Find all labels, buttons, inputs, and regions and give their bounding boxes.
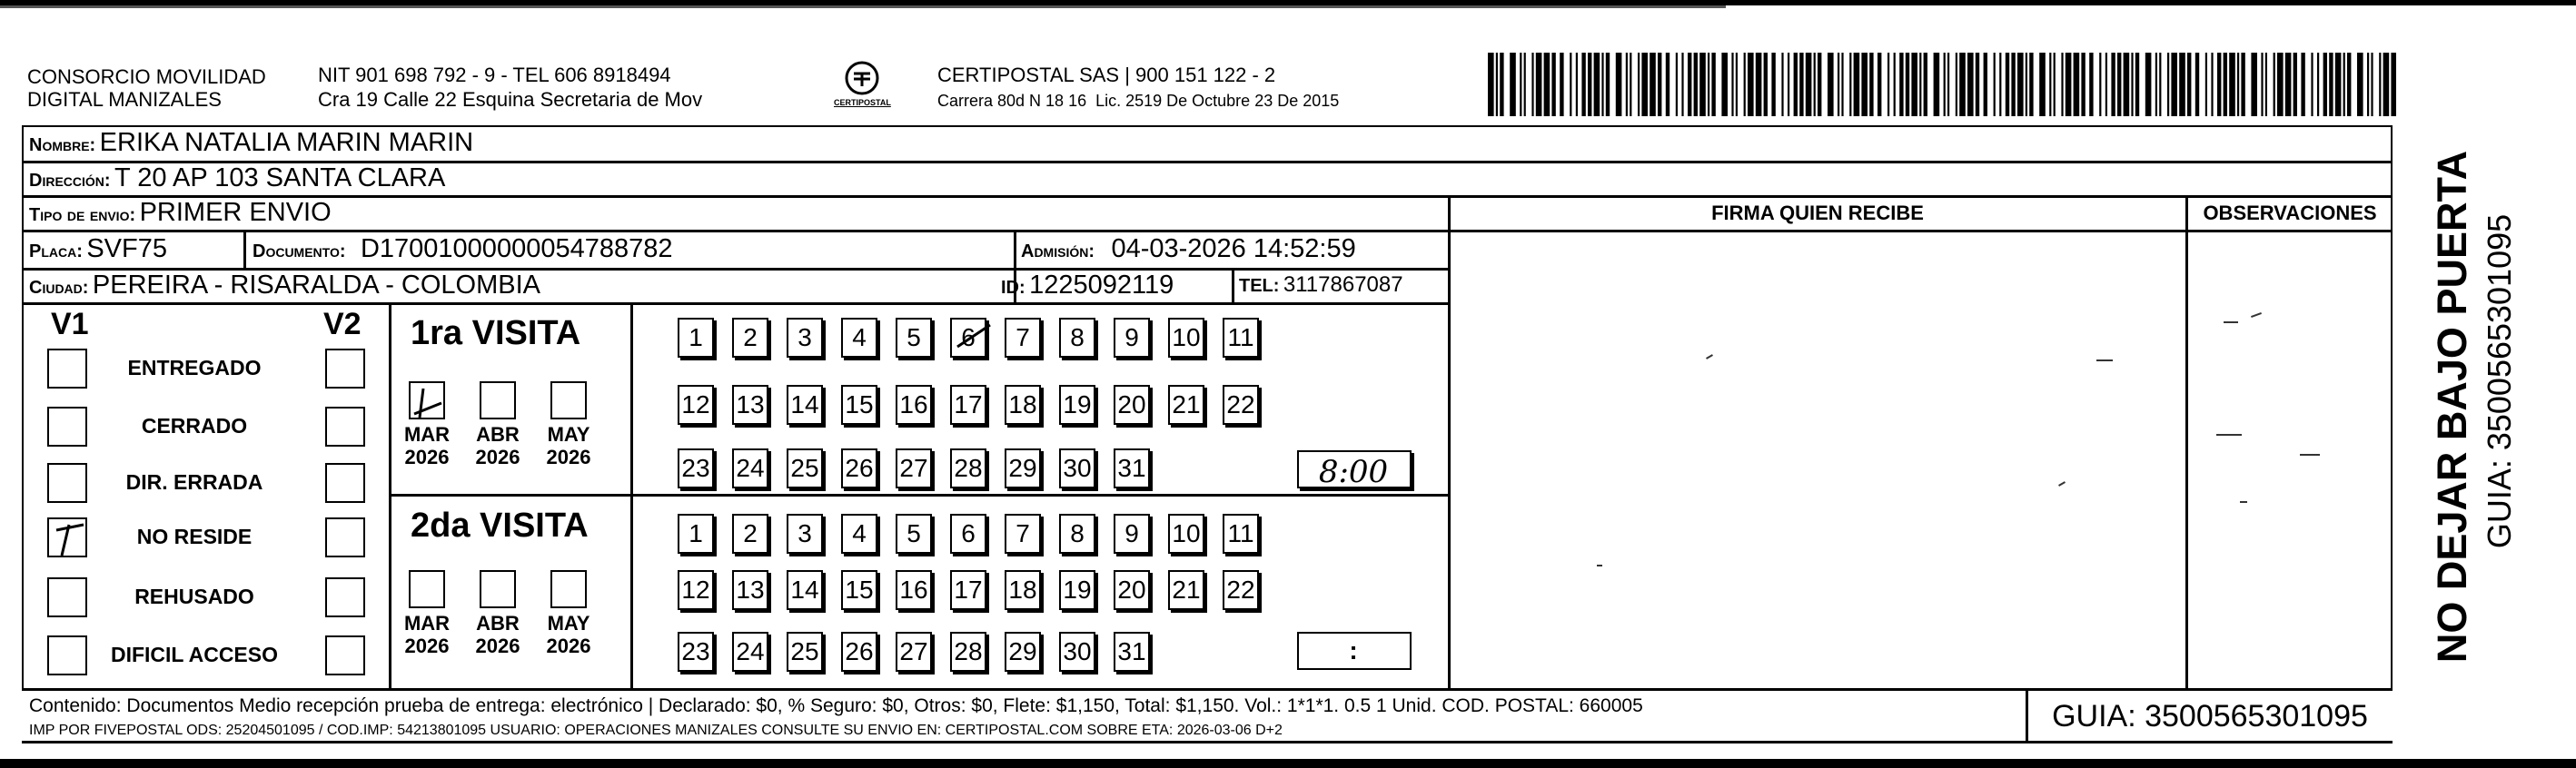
barcode-bar xyxy=(2011,53,2015,116)
visit1-day-26[interactable]: 26 xyxy=(841,448,877,488)
barcode-bar xyxy=(1906,53,1909,116)
visit1-day-13[interactable]: 13 xyxy=(732,385,768,425)
barcode-bar xyxy=(1756,53,1762,116)
barcode-bar xyxy=(1551,53,1555,116)
barcode-bar xyxy=(1967,53,1974,116)
bottom-scan-edge xyxy=(0,759,2576,768)
visit2-day-17[interactable]: 17 xyxy=(950,570,986,610)
visit1-day-19[interactable]: 19 xyxy=(1059,385,1095,425)
barcode-bar xyxy=(2329,53,2333,116)
side-guia-number: GUIA: 3500565301095 xyxy=(2481,213,2518,549)
visit1-month-label xyxy=(540,423,598,468)
visit2-time-value: : xyxy=(1349,636,1358,665)
status-label: REHUSADO xyxy=(134,585,254,608)
id-cell xyxy=(1001,270,1174,305)
visit2-day-21[interactable]: 21 xyxy=(1168,570,1204,610)
v2-checkbox[interactable] xyxy=(325,517,365,557)
direccion-row xyxy=(29,162,445,198)
barcode-bar xyxy=(2383,53,2390,116)
barcode-bar xyxy=(1496,53,1498,116)
visit2-day-16[interactable]: 16 xyxy=(896,570,932,610)
barcode-bar xyxy=(2357,53,2363,116)
barcode-bar xyxy=(1806,53,1812,116)
month-name: MAR xyxy=(403,423,451,446)
visit1-day-9[interactable]: 9 xyxy=(1114,318,1150,358)
barcode-bar xyxy=(1781,53,1783,116)
tipo-envio-label: Tipo de envio: xyxy=(29,205,136,225)
barcode-bar xyxy=(2159,53,2161,116)
barcode-bar xyxy=(1650,53,1656,116)
barcode-bar xyxy=(1488,53,1494,116)
id-label: ID: xyxy=(1001,278,1025,298)
barcode-bar xyxy=(2061,53,2063,116)
barcode-bar xyxy=(1748,53,1754,116)
visit2-day-19[interactable]: 19 xyxy=(1059,570,1095,610)
status-label: NO RESIDE xyxy=(136,525,253,548)
barcode-bar xyxy=(1658,53,1661,116)
scan-speck xyxy=(2224,321,2238,323)
month-name: ABR xyxy=(476,612,520,635)
barcode-bar xyxy=(2301,53,2304,116)
barcode-bar xyxy=(1818,53,1821,116)
barcode-bar xyxy=(2343,53,2345,116)
v2-checkbox[interactable] xyxy=(325,463,365,503)
visit2-day-25[interactable]: 25 xyxy=(787,632,823,672)
footer-imp: IMP POR FIVEPOSTAL ODS: 25204501095 / COD.IMP: 54213801095 USUARIO: OPERACIONES MANIZALES CONSULTE SU ENVIO EN: CERTIPOSTAL.COM SOBRE ETA: 2026-03-06 D+2 xyxy=(29,723,1283,738)
visit2-day-11[interactable]: 11 xyxy=(1223,514,1259,554)
visit1-day-22[interactable]: 22 xyxy=(1223,385,1259,425)
visit1-day-27[interactable]: 27 xyxy=(896,448,932,488)
barcode-bar xyxy=(1544,53,1551,116)
col-divider-placa xyxy=(243,230,246,268)
visit2-day-31[interactable]: 31 xyxy=(1114,632,1150,672)
barcode-bar xyxy=(1626,53,1628,116)
visit1-day-3[interactable]: 3 xyxy=(787,318,823,358)
barcode-bar xyxy=(1849,53,1851,116)
barcode-bar xyxy=(2261,53,2263,116)
visit2-month-checkbox[interactable] xyxy=(550,570,587,608)
barcode-bar xyxy=(1711,53,1715,116)
barcode-bar xyxy=(1899,53,1903,116)
visit2-day-10[interactable]: 10 xyxy=(1168,514,1204,554)
barcode-bar xyxy=(1560,53,1563,116)
barcode-bar xyxy=(1744,53,1746,116)
barcode-bar xyxy=(1828,53,1834,116)
barcode-bar xyxy=(2294,53,2297,116)
company-name-line1: CONSORCIO MOVILIDAD xyxy=(27,65,266,88)
month-year: 2026 xyxy=(546,635,591,657)
visit1-day-8[interactable]: 8 xyxy=(1059,318,1095,358)
visit2-day-13[interactable]: 13 xyxy=(732,570,768,610)
admision-label: Admisión: xyxy=(1021,241,1095,261)
tel-cell xyxy=(1239,270,1403,303)
barcode-bar xyxy=(1794,53,1798,116)
barcode-bar xyxy=(1708,53,1709,116)
barcode-bar xyxy=(2217,53,2221,116)
visit2-day-14[interactable]: 14 xyxy=(787,570,823,610)
barcode-bar xyxy=(1536,53,1542,116)
month-year: 2026 xyxy=(404,446,450,468)
footer-contenido: Contenido: Documentos Medio recepción prueba de entrega: electrónico | Declarado: $0, % Seguro: $0, Otros: $0, Flete: $1,150, Total: $1,150. Vol.: 1*1*1. 0.5 1 Unid. COD. POSTAL: 660005 xyxy=(29,695,1643,716)
visit1-month-checkbox[interactable] xyxy=(480,381,516,419)
barcode-bar xyxy=(1878,53,1881,116)
barcode xyxy=(1488,53,2396,116)
barcode-bar xyxy=(1947,53,1949,116)
visit2-month-label xyxy=(540,612,598,657)
barcode-bar xyxy=(1721,53,1728,116)
month-year: 2026 xyxy=(546,446,591,468)
barcode-bar xyxy=(1924,53,1927,116)
month-year: 2026 xyxy=(475,635,520,657)
barcode-bar xyxy=(1999,53,2001,116)
month-name: ABR xyxy=(476,423,520,446)
barcode-bar xyxy=(1976,53,1979,116)
direccion-label: Dirección: xyxy=(29,171,111,191)
barcode-bar xyxy=(2179,53,2185,116)
ciudad-label: Ciudad: xyxy=(29,278,89,298)
top-scan-edge-fade xyxy=(0,5,1726,8)
visit1-day-4[interactable]: 4 xyxy=(841,318,877,358)
barcode-bar xyxy=(2265,53,2267,116)
barcode-bar xyxy=(1500,53,1503,116)
visit1-day-14[interactable]: 14 xyxy=(787,385,823,425)
barcode-bar xyxy=(2251,53,2257,116)
barcode-bar xyxy=(1944,53,1946,116)
barcode-bar xyxy=(2277,53,2284,116)
visit1-time-box[interactable] xyxy=(1297,450,1412,488)
visit1-day-1[interactable]: 1 xyxy=(678,318,714,358)
barcode-bar xyxy=(2391,53,2396,116)
barcode-bar xyxy=(1606,53,1610,116)
visit2-day-15[interactable]: 15 xyxy=(841,570,877,610)
visit1-day-5[interactable]: 5 xyxy=(896,318,932,358)
barcode-bar xyxy=(1694,53,1698,116)
visit1-day-11[interactable]: 11 xyxy=(1223,318,1259,358)
visit2-month-label xyxy=(398,612,456,657)
id-value: 1225092119 xyxy=(1029,271,1174,300)
observaciones-header: OBSERVACIONES xyxy=(2203,202,2377,224)
scan-speck xyxy=(2240,501,2247,503)
barcode-bar xyxy=(2195,53,2199,116)
visit2-day-30[interactable]: 30 xyxy=(1059,632,1095,672)
visit2-day-7[interactable]: 7 xyxy=(1005,514,1041,554)
visit2-time-box[interactable] xyxy=(1297,632,1412,670)
nombre-label: Nombre: xyxy=(29,135,96,155)
barcode-bar xyxy=(2241,53,2244,116)
visit1-month-label xyxy=(469,423,527,468)
scan-speck xyxy=(2096,359,2113,361)
barcode-bar xyxy=(2124,53,2130,116)
visit2-day-26[interactable]: 26 xyxy=(841,632,877,672)
barcode-bar xyxy=(1688,53,1691,116)
barcode-bar xyxy=(1576,53,1578,116)
barcode-bar xyxy=(2371,53,2373,116)
barcode-bar xyxy=(1641,53,1648,116)
barcode-bar xyxy=(2285,53,2292,116)
company-name-line2: DIGITAL MANIZALES xyxy=(27,88,222,111)
barcode-bar xyxy=(1699,53,1706,116)
barcode-bar xyxy=(2145,53,2152,116)
certipostal-nit-line: CERTIPOSTAL SAS | 900 151 122 - 2 xyxy=(937,64,1276,86)
visit2-day-18[interactable]: 18 xyxy=(1005,570,1041,610)
visit1-day-6[interactable]: 6 xyxy=(950,318,986,358)
barcode-bar xyxy=(2026,53,2027,116)
visit1-day-25[interactable]: 25 xyxy=(787,448,823,488)
visit1-month-checkbox[interactable] xyxy=(409,381,445,419)
barcode-bar xyxy=(1594,53,1600,116)
visit1-day-24[interactable]: 24 xyxy=(732,448,768,488)
barcode-bar xyxy=(1524,53,1526,116)
documento-value: D17001000000054788782 xyxy=(360,234,673,263)
barcode-bar xyxy=(2074,53,2080,116)
barcode-bar xyxy=(2131,53,2133,116)
visit1-day-18[interactable]: 18 xyxy=(1005,385,1041,425)
logo-caption: CERTIPOSTAL xyxy=(834,98,891,107)
visit1-day-20[interactable]: 20 xyxy=(1114,385,1150,425)
visit1-month-label xyxy=(398,423,456,468)
barcode-bar xyxy=(1841,53,1843,116)
barcode-bar xyxy=(2379,53,2381,116)
visit2-day-4[interactable]: 4 xyxy=(841,514,877,554)
barcode-bar xyxy=(1531,53,1533,116)
ciudad-value: PEREIRA - RISARALDA - COLOMBIA xyxy=(92,271,541,300)
barcode-bar xyxy=(1630,53,1631,116)
v2-title: V2 xyxy=(323,307,362,341)
barcode-bar xyxy=(1581,53,1585,116)
barcode-bar xyxy=(2039,53,2046,116)
visit1-title: 1ra VISITA xyxy=(411,314,581,352)
firma-header: FIRMA QUIEN RECIBE xyxy=(1711,202,1924,224)
barcode-bar xyxy=(1588,53,1591,116)
barcode-bar xyxy=(2205,53,2207,116)
visit1-day-2[interactable]: 2 xyxy=(732,318,768,358)
admision-value: 04-03-2026 14:52:59 xyxy=(1111,234,1356,263)
barcode-bar xyxy=(2099,53,2101,116)
barcode-bar xyxy=(2105,53,2107,116)
visit1-day-checkmark xyxy=(954,320,994,356)
visit1-day-30[interactable]: 30 xyxy=(1059,448,1095,488)
visit1-day-15[interactable]: 15 xyxy=(841,385,877,425)
barcode-bar xyxy=(2049,53,2051,116)
barcode-bar xyxy=(1676,53,1678,116)
barcode-bar xyxy=(1520,53,1521,116)
visit1-month-checkbox[interactable] xyxy=(550,381,587,419)
col-divider-firma xyxy=(1448,195,1451,688)
barcode-bar xyxy=(2017,53,2024,116)
barcode-bar xyxy=(2111,53,2115,116)
nombre-row xyxy=(29,127,473,162)
status-label: DIR. ERRADA xyxy=(125,470,263,494)
visit2-day-2[interactable]: 2 xyxy=(732,514,768,554)
barcode-bar xyxy=(1956,53,1957,116)
company-nit-line: NIT 901 698 792 - 9 - TEL 606 8918494 xyxy=(318,64,671,86)
col-divider-observaciones xyxy=(2185,195,2188,688)
visit-divider xyxy=(389,494,1450,497)
barcode-bar xyxy=(1771,53,1775,116)
visit2-day-29[interactable]: 29 xyxy=(1005,632,1041,672)
visit2-day-12[interactable]: 12 xyxy=(678,570,714,610)
visit1-time-value: 8:00 xyxy=(1318,454,1389,490)
v1-title: V1 xyxy=(51,307,89,341)
barcode-bar xyxy=(1838,53,1839,116)
no-dejar-bajo-puerta: NO DEJAR BAJO PUERTA xyxy=(2429,150,2475,664)
barcode-bar xyxy=(1887,53,1889,116)
barcode-bar xyxy=(1869,53,1873,116)
col-divider-tel xyxy=(1232,268,1234,302)
visit1-day-21[interactable]: 21 xyxy=(1168,385,1204,425)
barcode-bar xyxy=(2187,53,2191,116)
visit2-day-27[interactable]: 27 xyxy=(896,632,932,672)
barcode-bar xyxy=(1601,53,1603,116)
barcode-bar xyxy=(2029,53,2033,116)
barcode-bar xyxy=(2347,53,2351,116)
visit1-day-16[interactable]: 16 xyxy=(896,385,932,425)
visit1-day-23[interactable]: 23 xyxy=(678,448,714,488)
barcode-bar xyxy=(1814,53,1816,116)
ciudad-cell xyxy=(29,270,540,305)
visit2-day-3[interactable]: 3 xyxy=(787,514,823,554)
barcode-bar xyxy=(1799,53,1803,116)
placa-label: Placa: xyxy=(29,241,83,261)
barcode-bar xyxy=(2323,53,2327,116)
visit2-day-22[interactable]: 22 xyxy=(1223,570,1259,610)
barcode-bar xyxy=(2066,53,2072,116)
visit1-day-28[interactable]: 28 xyxy=(950,448,986,488)
barcode-bar xyxy=(2006,53,2009,116)
row-divider xyxy=(22,688,2393,691)
barcode-bar xyxy=(1984,53,1987,116)
barcode-bar xyxy=(2317,53,2319,116)
barcode-bar xyxy=(1911,53,1917,116)
barcode-bar xyxy=(1788,53,1789,116)
tel-label: TEL: xyxy=(1239,276,1280,296)
certipostal-address-line: Carrera 80d N 18 16 Lic. 2519 De Octubre 23 De 2015 xyxy=(937,92,1340,110)
barcode-bar xyxy=(2367,53,2369,116)
v2-checkbox[interactable] xyxy=(325,349,365,389)
barcode-bar xyxy=(1616,53,1622,116)
barcode-bar xyxy=(1764,53,1768,116)
scan-speck xyxy=(2300,454,2320,456)
documento-label: Documento: xyxy=(253,241,346,261)
barcode-bar xyxy=(2229,53,2235,116)
visit2-day-20[interactable]: 20 xyxy=(1114,570,1150,610)
barcode-bar xyxy=(1854,53,1860,116)
certipostal-logo xyxy=(834,60,891,111)
tel-value: 3117867087 xyxy=(1283,272,1403,297)
visit2-day-1[interactable]: 1 xyxy=(678,514,714,554)
barcode-bar xyxy=(1731,53,1733,116)
visit1-day-7[interactable]: 7 xyxy=(1005,318,1041,358)
scan-speck xyxy=(1597,565,1602,566)
visit2-month-checkbox[interactable] xyxy=(409,570,445,608)
barcode-bar xyxy=(1894,53,1896,116)
barcode-bar xyxy=(2311,53,2313,116)
visit1-day-29[interactable]: 29 xyxy=(1005,448,1041,488)
visit1-day-10[interactable]: 10 xyxy=(1168,318,1204,358)
month-name: MAR xyxy=(403,612,451,635)
barcode-bar xyxy=(2171,53,2177,116)
visit2-day-9[interactable]: 9 xyxy=(1114,514,1150,554)
barcode-bar xyxy=(1919,53,1921,116)
barcode-bar xyxy=(2224,53,2227,116)
visit2-month-checkbox[interactable] xyxy=(480,570,516,608)
barcode-bar xyxy=(2117,53,2121,116)
month-year: 2026 xyxy=(404,635,450,657)
barcode-bar xyxy=(1994,53,1996,116)
footer-guia-box: GUIA: 3500565301095 xyxy=(2052,699,2368,734)
placa-cell xyxy=(29,233,167,269)
status-label: DIFICIL ACCESO xyxy=(110,643,278,666)
documento-cell xyxy=(253,233,672,269)
barcode-bar xyxy=(2237,53,2239,116)
barcode-bar xyxy=(2135,53,2139,116)
visit1-day-17[interactable]: 17 xyxy=(950,385,986,425)
company-address-line: Cra 19 Calle 22 Esquina Secretaria de Mov xyxy=(318,88,703,111)
tipo-envio-row xyxy=(29,197,332,232)
visit2-day-6[interactable]: 6 xyxy=(950,514,986,554)
footer-bottom-line xyxy=(22,741,2393,743)
status-label: CERRADO xyxy=(141,414,248,438)
nombre-value: ERIKA NATALIA MARIN MARIN xyxy=(99,128,474,157)
visit1-day-31[interactable]: 31 xyxy=(1114,448,1150,488)
visit2-day-23[interactable]: 23 xyxy=(678,632,714,672)
barcode-bar xyxy=(1861,53,1868,116)
scan-speck xyxy=(2216,434,2242,436)
visit2-day-28[interactable]: 28 xyxy=(950,632,986,672)
barcode-bar xyxy=(1570,53,1571,116)
barcode-bar xyxy=(2155,53,2157,116)
barcode-bar xyxy=(2335,53,2342,116)
barcode-bar xyxy=(1681,53,1683,116)
month-name: MAY xyxy=(547,612,590,635)
visit2-month-label xyxy=(469,612,527,657)
tipo-envio-value: PRIMER ENVIO xyxy=(139,198,332,227)
barcode-bar xyxy=(2167,53,2169,116)
month-year: 2026 xyxy=(475,446,520,468)
barcode-bar xyxy=(1510,53,1516,116)
row-divider xyxy=(1450,230,2393,232)
barcode-bar xyxy=(2054,53,2056,116)
barcode-bar xyxy=(2081,53,2085,116)
barcode-bar xyxy=(2089,53,2093,116)
barcode-bar xyxy=(1736,53,1738,116)
visit2-day-5[interactable]: 5 xyxy=(896,514,932,554)
placa-value: SVF75 xyxy=(86,234,168,263)
month-name: MAY xyxy=(547,423,590,446)
direccion-value: T 20 AP 103 SANTA CLARA xyxy=(114,163,446,192)
status-label: ENTREGADO xyxy=(127,356,262,379)
barcode-bar xyxy=(2274,53,2275,116)
admision-cell xyxy=(1021,233,1356,269)
barcode-bar xyxy=(1666,53,1669,116)
barcode-bar xyxy=(1959,53,1966,116)
visit2-day-8[interactable]: 8 xyxy=(1059,514,1095,554)
v2-checkbox[interactable] xyxy=(325,407,365,447)
visit2-day-24[interactable]: 24 xyxy=(732,632,768,672)
visit1-day-12[interactable]: 12 xyxy=(678,385,714,425)
v2-checkbox[interactable] xyxy=(325,577,365,617)
barcode-bar xyxy=(1934,53,1940,116)
visit2-title: 2da VISITA xyxy=(411,507,589,545)
barcode-bar xyxy=(1638,53,1640,116)
barcode-bar xyxy=(2211,53,2213,116)
v2-checkbox[interactable] xyxy=(325,635,365,675)
